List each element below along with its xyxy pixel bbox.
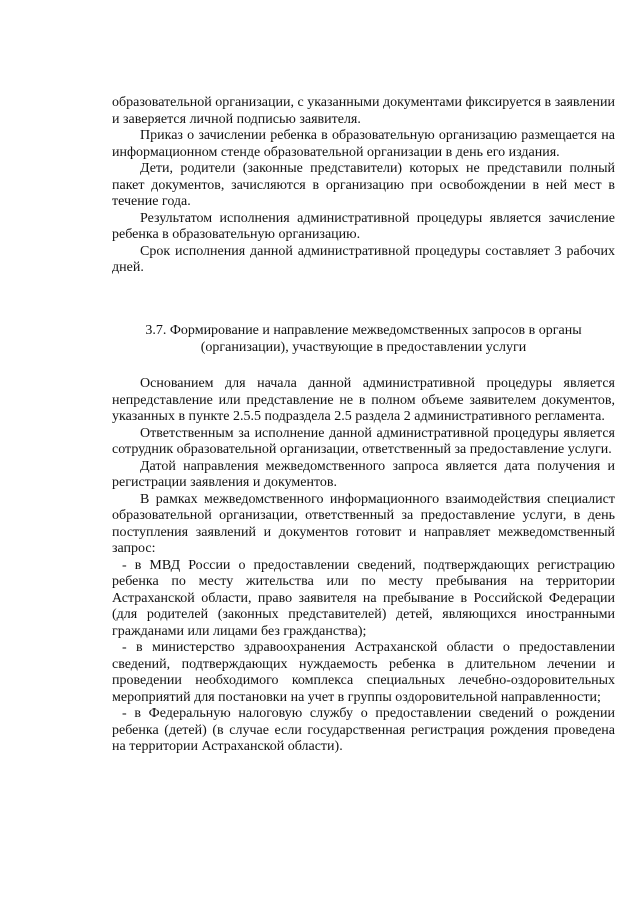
paragraph-grounds: Основанием для начала данной административной процедуры является непредставление или представление не в полном объеме заявителем документов, указанных в пункте 2.5.5 подраздела 2.5 раздела 2 административного регламента. [112,376,615,424]
paragraph-order-posting: Приказ о зачислении ребенка в образовательную организацию размещается на информационном стенде образовательной организации в день его издания. [112,128,615,160]
paragraph-interaction: В рамках межведомственного информационного взаимодействия специалист образовательной организации, ответственный за предоставление услуги, в день поступления заявлений и документов готовит и направляет межведомственный запрос: [112,491,615,556]
paragraph-procedure-result: Результатом исполнения административной процедуры является зачисление ребенка в образовательную организацию. [112,210,615,242]
paragraph-procedure-term: Срок исполнения данной административной процедуры составляет 3 рабочих дней. [112,243,615,275]
list-item-tax-service: - в Федеральную налоговую службу о предоставлении сведений о рождении ребенка (детей) (в случае если государственная регистрация рождения проведена на территории Астраханской области). [112,706,615,754]
paragraph-request-date: Датой направления межведомственного запроса является дата получения и регистрации заявления и документов. [112,458,615,490]
list-item-mvd: - в МВД России о предоставлении сведений, подтверждающих регистрацию ребенка по месту жительства или по месту пребывания на территории Астраханской области, право заявителя на пребывание в Российской Федерации (для родителей (законных представителей) детей, являющихся иностранными гражданами или лицами без гражданства); [112,557,615,639]
section-heading: 3.7. Формирование и направление межведомственных запросов в органы (организации), участвующие в предоставлении услуги [145,323,582,355]
top-text-block [112,95,615,277]
list-item-health-ministry: - в министерство здравоохранения Астраханской области о предоставлении сведений, подтверждающих нуждаемость ребенка в длительном лечении и проведении необходимого комплекса специальных лечебно-оздоровительных мероприятий для постановки на учет в группы оздоровительной направленности; [112,640,615,705]
section-heading-block [112,323,615,356]
paragraph-responsible: Ответственным за исполнение данной административной процедуры является сотрудник образовательной организации, ответственный за предоставление услуги. [112,425,615,457]
paragraph-incomplete-documents: Дети, родители (законные представители) которых не представили полный пакет документов, зачисляются в организацию при освобождении в ней мест в течение года. [112,161,615,209]
section-body-block [112,376,615,756]
paragraph-continuation: образовательной организации, с указанными документами фиксируется в заявлении и заверяется личной подписью заявителя. [112,95,615,127]
